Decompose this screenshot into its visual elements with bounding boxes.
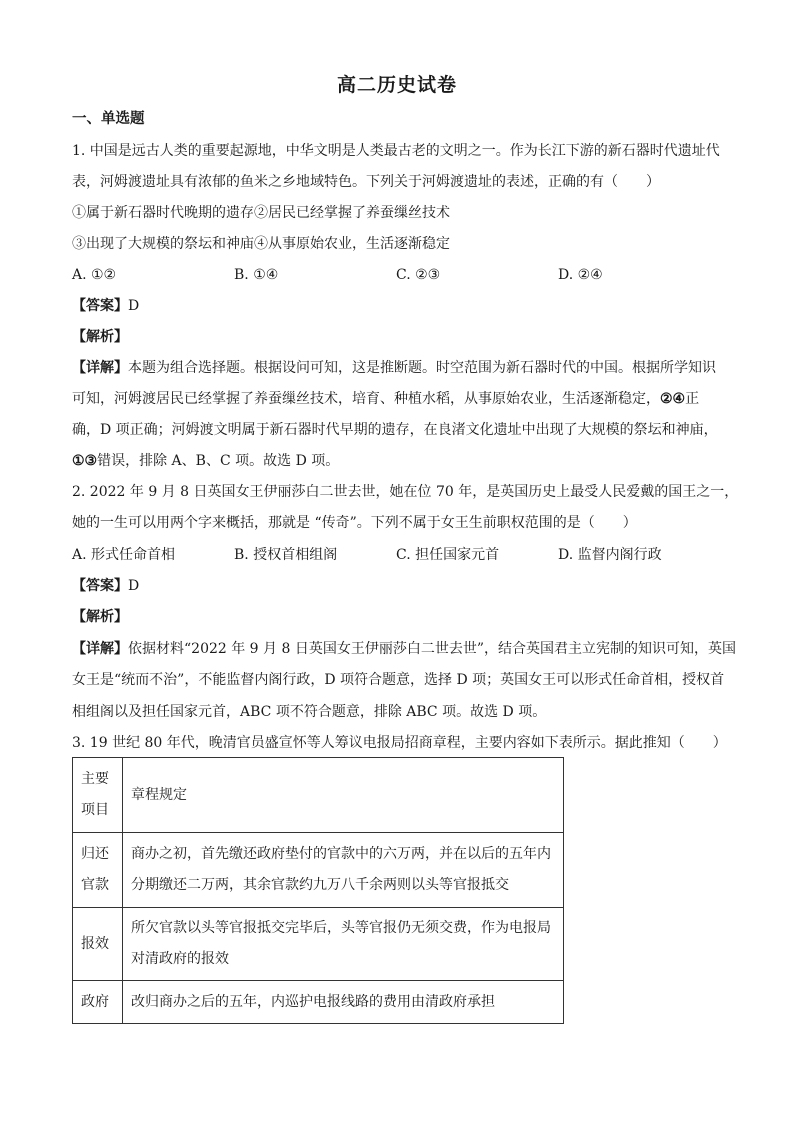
detail-text: 本题为组合选择题。根据设问可知，这是推断题。时空范围为新石器时代的中国。根据所学知识 — [128, 360, 716, 376]
q2-stem-line1: 2. 2022 年 9 月 8 日英国女王伊丽莎白二世去世，她在位 70 年，是英国历史上最受人民爱戴的国王之一， — [72, 484, 739, 500]
q1-option-c: C. ②③ — [396, 267, 441, 283]
q1-option-b: B. ①④ — [234, 267, 279, 283]
answer-tag: 【答案】 — [72, 298, 128, 314]
q1-option-d: D. ②④ — [558, 267, 603, 283]
q2-option-b: B. 授权首相组阁 — [234, 547, 338, 563]
detail-tag: 【详解】 — [72, 360, 128, 376]
table-row — [73, 758, 564, 833]
table-cell: 政府 — [73, 981, 123, 1024]
q2-answer — [72, 577, 139, 595]
q2-option-d: D. 监督内阁行政 — [558, 547, 662, 563]
q1-stem-line1: 1. 中国是远古人类的重要起源地，中华文明是人类最古老的文明之一。作为长江下游的新石器时代遗址代 — [72, 143, 720, 159]
q1-detail-line4 — [72, 452, 339, 470]
q1-statements-line2: ③出现了大规模的祭坛和神庙④从事原始农业，生活逐渐稳定 — [72, 236, 450, 252]
detail-marker: ②④ — [660, 391, 686, 407]
detail-marker: ①③ — [72, 453, 98, 469]
q2-stem-line2: 她的一生可以用两个字来概括，那就是 “传奇”。下列不属于女王生前职权范围的是（ ） — [72, 515, 637, 531]
q3-stem-line1: 3. 19 世纪 80 年代，晚清官员盛宣怀等人筹议电报局招商章程，主要内容如下表所示。据此推知（ ） — [72, 735, 727, 751]
table-cell: 改归商办之后的五年，内巡护电报线路的费用由清政府承担 — [123, 981, 564, 1024]
q2-detail-line1 — [72, 640, 736, 658]
q1-detail-line1 — [72, 359, 716, 377]
answer-tag: 【答案】 — [72, 578, 128, 594]
q3-table — [72, 757, 564, 1024]
detail-text: 可知，河姆渡居民已经掌握了养蚕缫丝技术，培育、种植水稻，从事原始农业，生活逐渐稳定， — [72, 391, 660, 407]
q1-answer — [72, 297, 139, 315]
q1-stem-line2: 表，河姆渡遗址具有浓郁的鱼米之乡地域特色。下列关于河姆渡遗址的表述，正确的有（ ） — [72, 174, 660, 190]
q1-analysis-tag: 【解析】 — [72, 329, 128, 345]
table-cell: 报效 — [73, 908, 123, 981]
table-header-cell: 章程规定 — [123, 758, 564, 833]
q2-detail-line2: 女王是“统而不治”，不能监督内阁行政，D 项符合题意，选择 D 项；英国女王可以形式任命首相，授权首 — [72, 672, 725, 688]
q2-analysis-tag: 【解析】 — [72, 609, 128, 625]
q2-detail-line3: 相组阁以及担任国家元首，ABC 项不符合题意，排除 ABC 项。故选 D 项。 — [72, 704, 547, 720]
q1-option-a: A. ①② — [72, 267, 117, 283]
detail-tag: 【详解】 — [72, 641, 128, 657]
q1-statements-line1: ①属于新石器时代晚期的遗存②居民已经掌握了养蚕缫丝技术 — [72, 205, 450, 221]
section-heading: 一、单选题 — [72, 111, 145, 127]
q1-detail-line2 — [72, 390, 699, 408]
detail-text: 依据材料“2022 年 9 月 8 日英国女王伊丽莎白二世去世”，结合英国君主立宪制的知识可知，英国 — [128, 641, 737, 657]
q2-option-c: C. 担任国家元首 — [396, 547, 500, 563]
detail-text: 错误，排除 A、B、C 项。故选 D 项。 — [97, 453, 340, 469]
q2-option-a: A. 形式任命首相 — [72, 547, 176, 563]
table-row — [73, 908, 564, 981]
answer-value: D — [128, 298, 140, 314]
table-row — [73, 833, 564, 908]
table-cell: 所欠官款以头等官报抵交完毕后，头等官报仍无须交费，作为电报局对清政府的报效 — [123, 908, 564, 981]
q1-detail-line3: 确，D 项正确；河姆渡文明属于新石器时代早期的遗存，在良渚文化遗址中出现了大规模的祭坛和神庙， — [72, 422, 718, 438]
table-cell: 商办之初，首先缴还政府垫付的官款中的六万两，并在以后的五年内分期缴还二万两，其余官款约九万八千余两则以头等官报抵交 — [123, 833, 564, 908]
detail-text: 正 — [685, 391, 700, 407]
table-cell: 归还官款 — [73, 833, 123, 908]
answer-value: D — [128, 578, 140, 594]
table-row — [73, 981, 564, 1024]
page-title: 高二历史试卷 — [336, 74, 457, 96]
table-header-cell: 主要项目 — [73, 758, 123, 833]
